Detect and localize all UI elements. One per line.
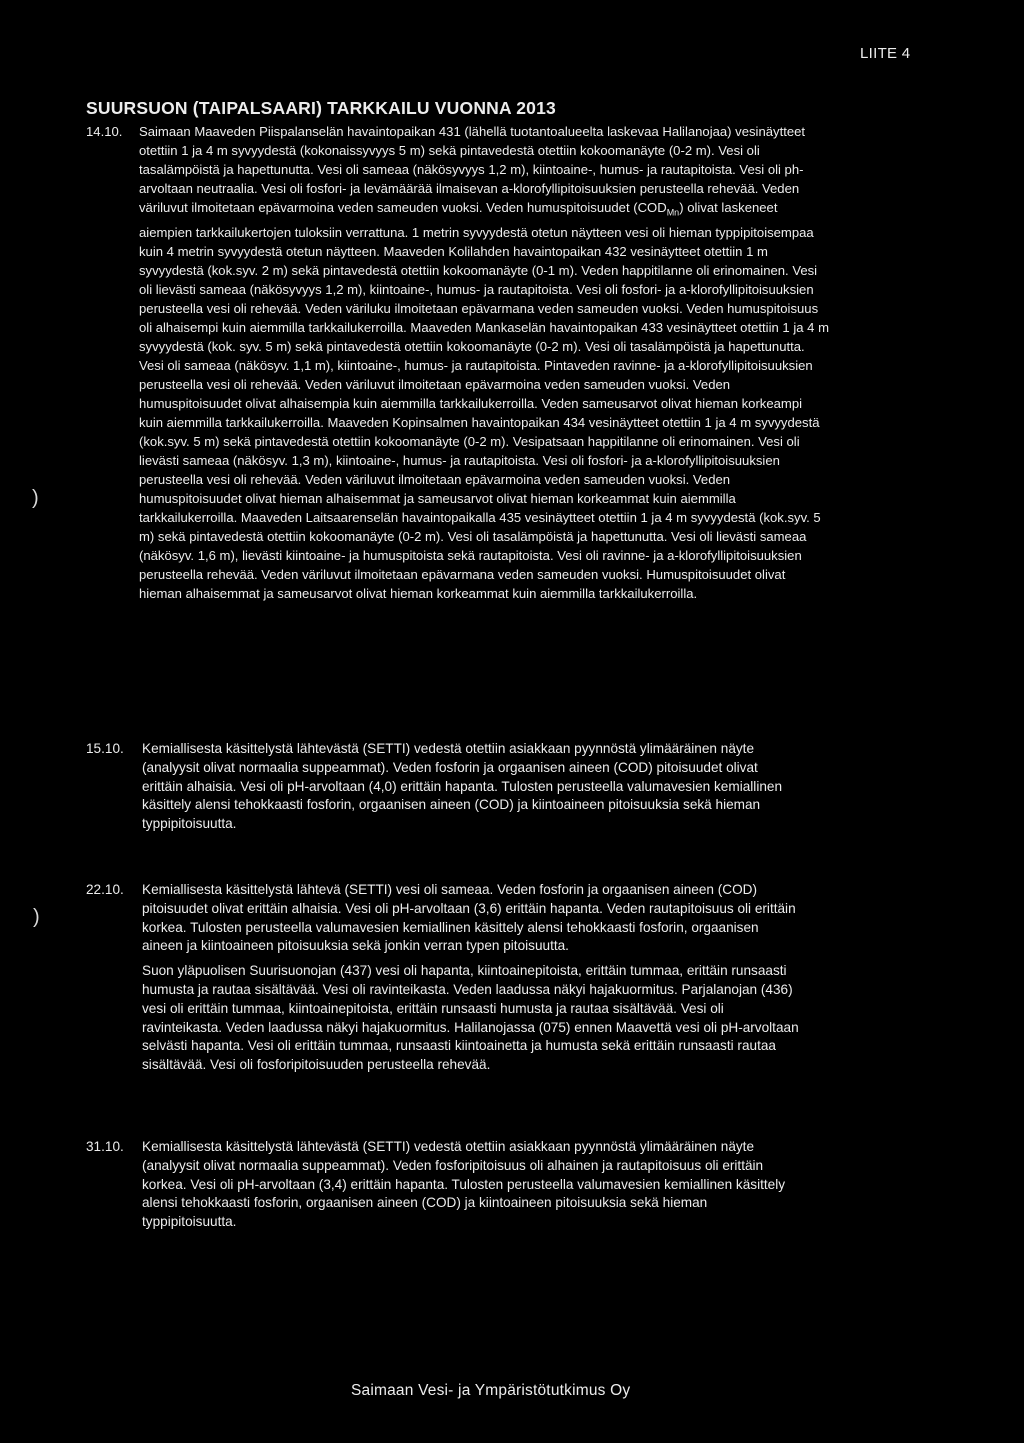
entry-paragraph: Kemiallisesta käsittelystä lähtevä (SETTI) vesi oli sameaa. Veden fosforin ja orgaanisen aineen (COD) pitoisuudet olivat erittäin alhaisia. Vesi oli pH-arvoltaan (3,6) erittäin hapanta. Veden rautapitoisuus oli erittäin korkea. Tulosten perusteella valumavesien kemiallinen käsittely alensi tehokkaasti fosforin, orgaanisen aineen ja kiintoaineen pitoisuuksia sekä jonkin verran typen pitoisuutta. <box>142 882 796 954</box>
entry-paragraph: Kemiallisesta käsittelystä lähtevästä (SETTI) vedestä otettiin asiakkaan pyynnöstä ylimääräinen näyte (analyysit olivat normaalia suppeammat). Veden fosforipitoisuus oli alhainen ja rautapitoisuus oli erittäin korkea. Vesi oli pH-arvoltaan (3,4) erittäin hapanta. Tulosten perusteella valumavesien kemiallinen käsittely alensi tehokkaasti fosforin, orgaanisen aineen (COD) ja kiintoaineen pitoisuuksia sekä hieman typpipitoisuutta. <box>142 1139 786 1230</box>
entry-date: 14.10. <box>86 124 123 139</box>
entry-text <box>142 1138 802 1232</box>
entry-31-10 <box>86 1138 826 1232</box>
entry-text <box>142 740 802 834</box>
entry-text-part: ) olivat laskeneet aiempien tarkkailukertojen tuloksiin verrattuna. 1 metrin syvyydestä otetun näytteen vesi oli hieman typpipitoisempaa kuin 4 metrin syvyydestä otetun näytteen. Maaveden Kolilahden havaintopaikan 432 vesinäytteet otettiin 1 m syvyydestä (kok.syv. 2 m) sekä pintavedestä otettiin kokoomanäyte (0-1 m). Veden happitilanne oli erinomainen. Vesi oli lievästi sameaa (näkösyvyys 1,2 m), kiintoaine-, humus- ja rautapitoista. Vesi oli fosfori- ja a-klorofyllipitoisuuksien perusteella vesi oli rehevää. Veden väriluku ilmoitetaan epävarmana veden sameuden vuoksi. Veden humuspitoisuus oli alhaisempi kuin aiemmilla tarkkailukerroilla. Maaveden Mankaselän havaintopaikan 433 vesinäytteet otettiin 1 ja 4 m syvyydestä (kok. syv. 5 m) sekä pintavedestä otettiin kokoomanäyte (0-2 m). Vesi oli tasalämpöistä ja hapettunutta. Vesi oli sameaa (näkösyv. 1,1 m), kiintoaine-, humus- ja rautapitoista. Pintaveden ravinne- ja a-klorofyllipitoisuuksien perusteella vesi oli rehevää. Veden väriluvut ilmoitetaan epävarmoina veden sameuden vuoksi. Veden humuspitoisuudet olivat alhaisempia kuin aiemmilla tarkkailukerroilla. Veden sameusarvot olivat hieman korkeampi kuin aiemmilla tarkkailukerroilla. Maaveden Kopinsalmen havaintopaikan 434 vesinäytteet otettiin 1 ja 4 m syvyydestä (kok.syv. 5 m) sekä pintavedestä otettiin kokoomanäyte (0-2 m). Vesipatsaan happitilanne oli erinomainen. Vesi oli lievästi sameaa (näkösyv. 1,3 m), kiintoaine-, humus- ja rautapitoista. Vesi oli fosfori- ja a-klorofyllipitoisuuksien perusteella vesi oli rehevää. Veden väriluvut ilmoitetaan epävarmoina veden sameuden vuoksi. Veden humuspitoisuudet olivat hieman alhaisemmat ja sameusarvot olivat hieman korkeammat kuin aiemmilla tarkkailukerroilla. Maaveden Laitsaarenselän havaintopaikalla 435 vesinäytteet otettiin 1 ja 4 m syvyydestä (kok.syv. 5 m) sekä pintavedestä otettiin kokoomanäyte (0-2 m). Vesi oli tasalämpöistä ja hapettunutta. Vesi oli lievästi sameaa (näkösyv. 1,6 m), lievästi kiintoaine- ja humuspitoista sekä rautapitoista. Vesi oli ravinne- ja a-klorofyllipitoisuuksien perusteella rehevää. Veden väriluvut ilmoitetaan epävarmana veden sameuden vuoksi. Humuspitoisuudet olivat hieman alhaisemmat ja sameusarvot olivat hieman korkeammat kuin aiemmilla tarkkailukerroilla. <box>139 200 829 601</box>
page-title: SUURSUON (TAIPALSAARI) TARKKAILU VUONNA 2013 <box>86 98 556 118</box>
entry-14-10 <box>86 122 829 603</box>
entry-22-10 <box>86 881 826 1075</box>
entry-paragraph: Suon yläpuolisen Suurisuonojan (437) vesi oli hapanta, kiintoainepitoista, erittäin tummaa, erittäin runsaasti humusta ja rautaa sisältävää. Vesi oli ravinteikasta. Veden laadussa näkyi hajakuormitus. Parjalanojan (436) vesi oli erittäin tummaa, kiintoainepitoista, erittäin runsaasti humusta ja rautaa sisältävää. Vesi oli ravinteikasta. Veden laadussa näkyi hajakuormitus. Halilanojassa (075) ennen Maavettä vesi oli pH-arvoltaan selvästi hapanta. Vesi oli erittäin tummaa, runsaasti kiintoainetta ja humusta sekä erittäin runsaasti rautaa sisältävää. Vesi oli fosforipitoisuuden perusteella rehevää. <box>142 963 799 1073</box>
entry-date: 22.10. <box>86 882 124 897</box>
subscript-mn: Mn <box>666 207 680 218</box>
page-footer: Saimaan Vesi- ja Ympäristötutkimus Oy <box>351 1382 631 1399</box>
appendix-label: LIITE 4 <box>860 45 911 62</box>
entry-text <box>139 122 829 603</box>
entry-text <box>142 881 802 1075</box>
entry-paragraph: Kemiallisesta käsittelystä lähtevästä (SETTI) vedestä otettiin asiakkaan pyynnöstä ylimääräinen näyte (analyysit olivat normaalia suppeammat). Veden fosforin ja orgaanisen aineen (COD) pitoisuudet olivat erittäin alhaisia. Vesi oli pH-arvoltaan (4,0) erittäin hapanta. Tulosten perusteella valumavesien kemiallinen käsittely alensi tehokkaasti fosforin, orgaanisen aineen (COD) ja kiintoaineen pitoisuuksia sekä hieman typpipitoisuutta. <box>142 741 783 832</box>
entry-text-part: Saimaan Maaveden Piispalanselän havaintopaikan 431 (lähellä tuotantoalueelta laskevaa Halilanojaa) vesinäytteet otettiin 1 ja 4 m syvyydestä (kokonaissyvyys 5 m) sekä pintavedestä otettiin kokoomanäyte (0-2 m). Vesi oli tasalämpöistä ja hapettunutta. Vesi oli sameaa (näkösyvyys 1,2 m), kiintoaine-, humus- ja rautapitoista. Vesi oli ph-arvoltaan neutraalia. Vesi oli fosfori- ja levämäärää ilmaisevan a-klorofyllipitoisuuksien perusteella rehevää. Veden väriluvut ilmoitetaan epävarmoina veden sameuden vuoksi. Veden humuspitoisuudet (COD <box>139 124 806 215</box>
entry-15-10 <box>86 740 826 834</box>
margin-mark: ) <box>33 906 40 928</box>
margin-mark: ) <box>32 487 39 509</box>
entry-date: 31.10. <box>86 1139 124 1154</box>
entry-date: 15.10. <box>86 741 124 756</box>
